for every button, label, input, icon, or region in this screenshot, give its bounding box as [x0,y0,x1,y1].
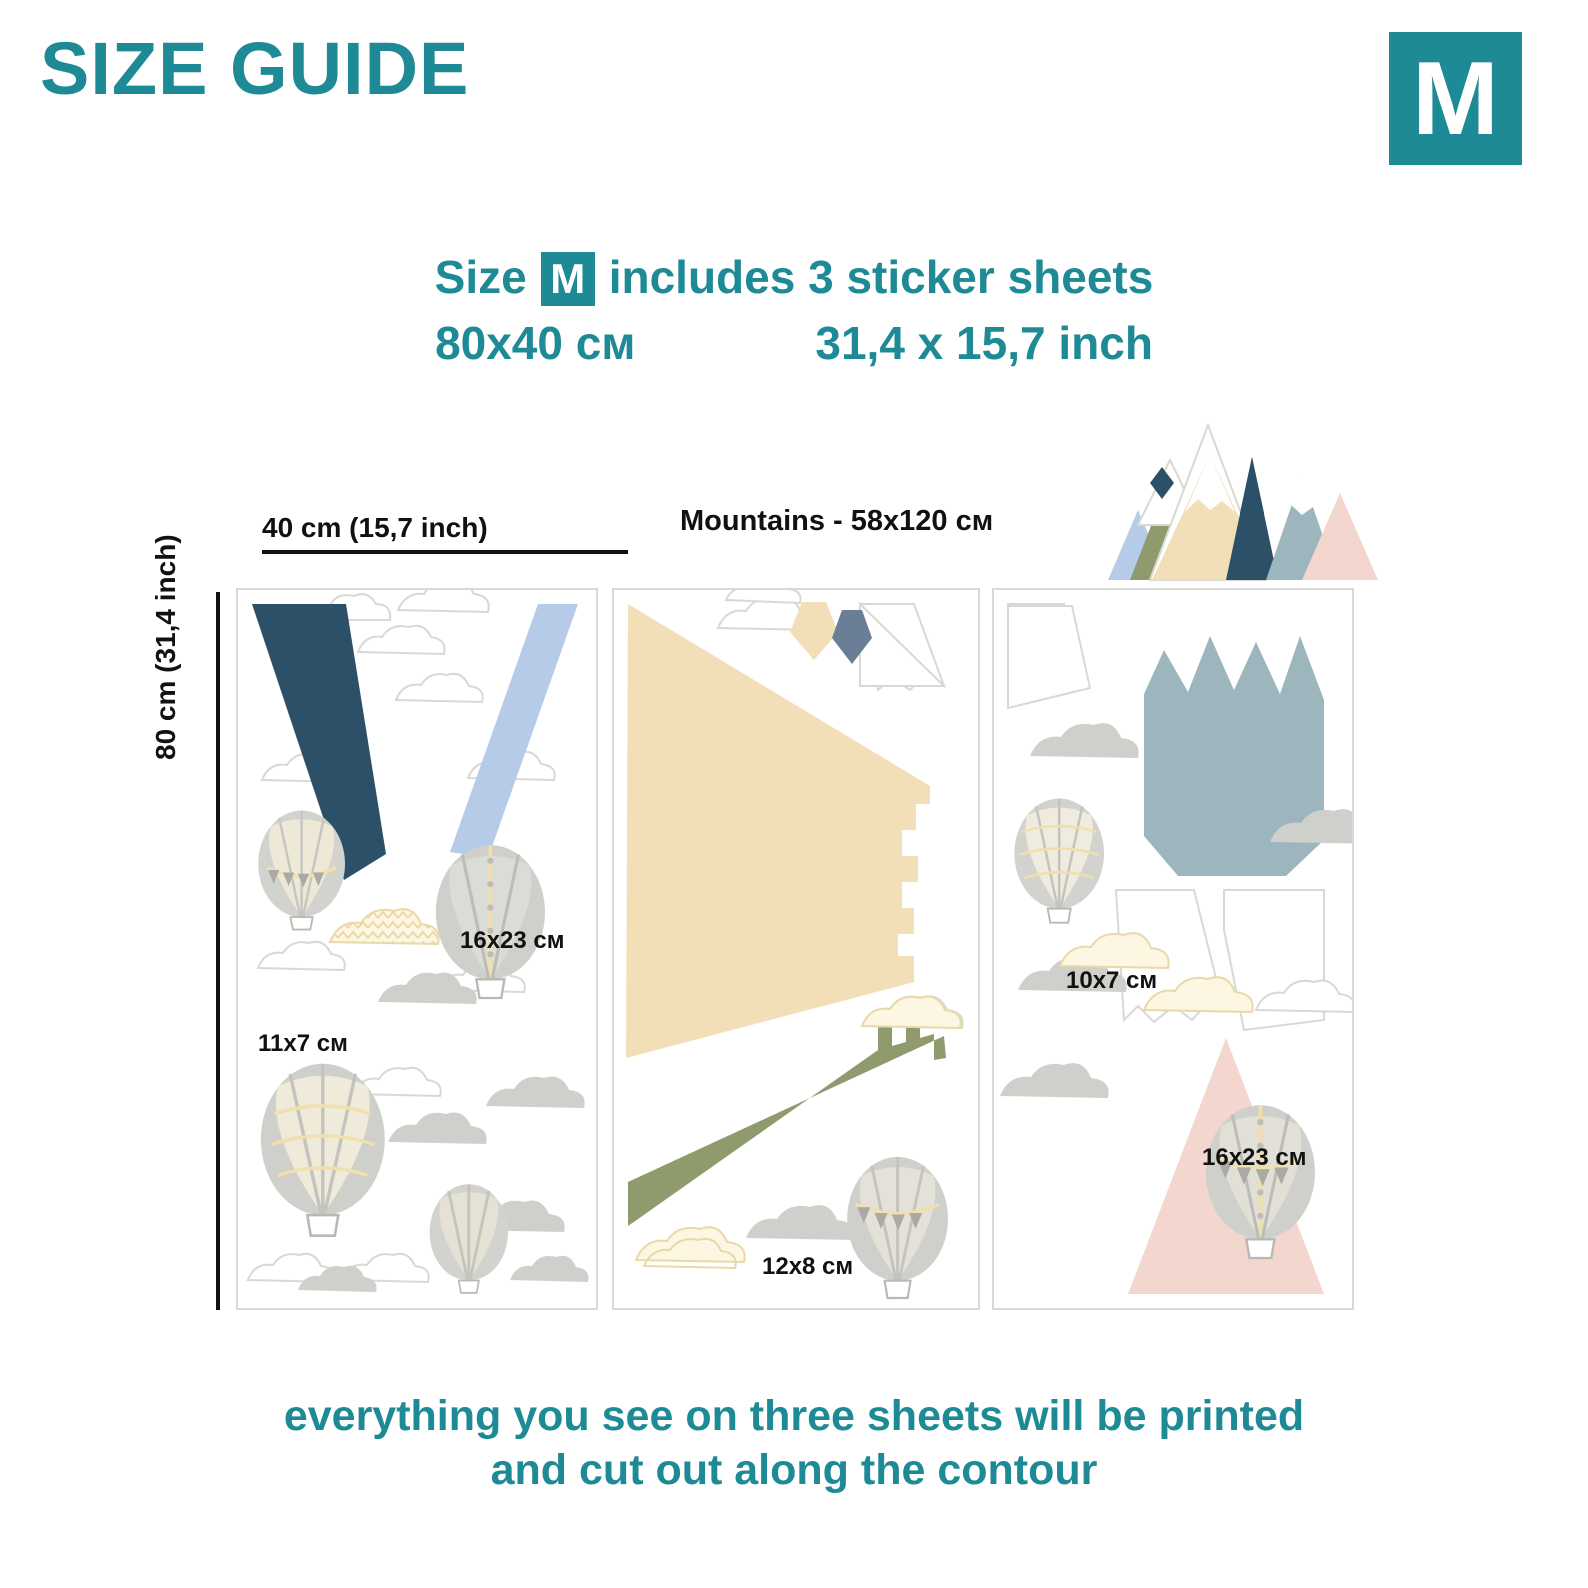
sticker-sheet-3[interactable] [992,588,1354,1310]
sheet-2-artwork [614,590,978,1308]
cloud-grey [510,1256,589,1282]
cloud-pattern [862,997,961,1029]
width-measure-bar [262,550,628,554]
subtitle-prefix: Size [434,251,527,303]
cloud-grey [486,1077,585,1109]
footer-line-1: everything you see on three sheets will be printed [283,1392,1305,1440]
page-title: SIZE GUIDE [40,27,470,110]
cloud-pattern-fill [330,909,439,944]
subtitle-block [0,250,1588,370]
dim-tag: 10x7 см [1066,967,1158,994]
dim-tag: 16x23 см [1202,1144,1307,1171]
sheet-3-artwork [994,590,1352,1308]
dim-tag: 11x7 см [258,1030,348,1057]
cloud-outline [358,626,444,654]
cloud-grey [746,1205,855,1240]
balloon-large-bottom-left [261,1064,385,1236]
shape-white-slab [1008,606,1090,708]
footer-note [0,1390,1588,1498]
cloud-grey [1000,1063,1109,1098]
balloon-top-left [1014,799,1104,923]
size-metric: 80x40 см [435,317,636,369]
subtitle-suffix: includes 3 sticker sheets [608,251,1154,303]
mountains-preview [1030,415,1375,575]
footer-line-2: and cut out along the contour [490,1445,1098,1494]
sheet-height-label: 80 cm (31,4 inch) [150,534,181,760]
sticker-sheet-1[interactable] [236,588,598,1310]
size-imperial: 31,4 x 15,7 inch [815,317,1153,369]
height-measure-bar [216,592,220,1310]
logo-badge: M [1389,32,1522,165]
dim-tag: 12x8 см [762,1253,854,1280]
subtitle-line-1 [0,250,1588,304]
mountains-size-label: Mountains - 58x120 см [680,505,994,537]
cloud-outline [396,674,483,702]
inline-size-badge: M [541,252,595,306]
cloud-grey [388,1113,487,1145]
sticker-sheet-2[interactable] [612,588,980,1310]
sheet-width-label: 40 cm (15,7 inch) [262,512,628,554]
cloud-outline [398,588,489,612]
balloon-small-bottom [430,1184,508,1293]
preview-peak-navy-top [1240,457,1264,513]
cloud-pattern [636,1227,745,1262]
cloud-outline [726,588,801,603]
balloon-small-left [258,810,345,929]
preview-peak-bluegrey-snow [1280,475,1324,515]
dim-tag: 16x23 см [460,927,565,954]
cloud-outline [258,942,345,970]
cloud-grey [1030,723,1139,758]
balloon-bottom-right [847,1157,948,1298]
shape-lightblue-band [450,604,578,858]
subtitle-line-2 [0,316,1588,370]
pattern-clouds-group [330,909,439,944]
